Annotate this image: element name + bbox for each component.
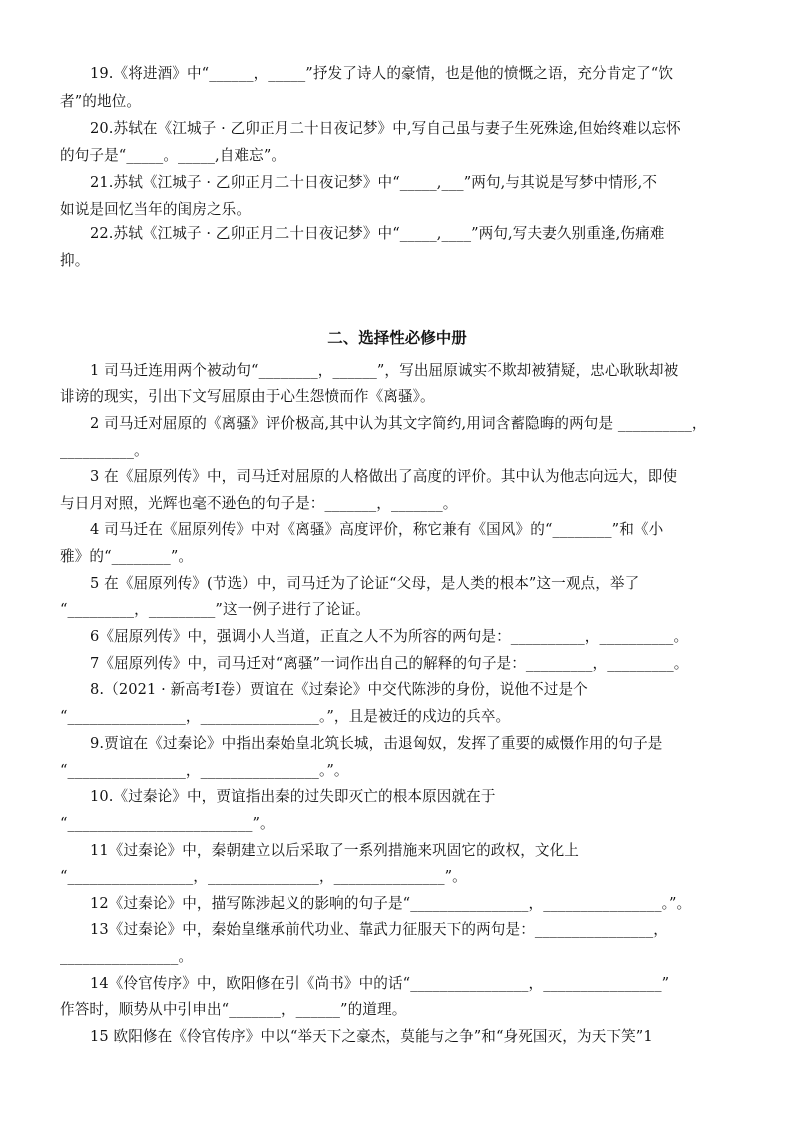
s2-question-14-line-2: 作答时，顺势从中引申出“_______，______”的道理。 [60, 1001, 407, 1018]
question-21-line-2: 如说是回忆当年的闺房之乐。 [60, 201, 252, 218]
s2-question-11-line-2: “_________________，_______________，_______________”。 [60, 868, 467, 885]
s2-question-12-line-1: 12《过秦论》中，描写陈涉起义的影响的句子是“________________，________________。”。 [90, 895, 692, 912]
s2-question-11-line-1: 11《过秦论》中，秦朝建立以后采取了一系列措施来巩固它的政权，文化上 [90, 842, 579, 859]
s2-question-3-line-1: 3 在《屈原列传》中，司马迁对屈原的人格做出了高度的评价。其中认为他志向远大，即使 [90, 468, 678, 485]
question-20-line-2: 的句子是“_____。_____,自难忘”。 [60, 147, 287, 164]
s2-question-2-line-1: 2 司马迁对屈原的《离骚》评价极高,其中认为其文字简约,用词含蓄隐晦的两句是 __________， [90, 415, 707, 432]
s2-question-14-line-1: 14《伶官传序》中，欧阳修在引《尚书》中的话“________________，________________” [90, 975, 670, 992]
s2-question-9-line-1: 9.贾谊在《过秦论》中指出秦始皇北筑长城，击退匈奴，发挥了重要的威慑作用的句子是 [90, 735, 663, 752]
s2-question-7-line-1: 7《屈原列传》中，司马迁对“离骚”一词作出自己的解释的句子是：_________，_________。 [90, 655, 689, 672]
question-22-line-2: 抑。 [60, 252, 90, 269]
question-19-line-1: 19.《将进酒》中“______，_____”抒发了诗人的豪情，也是他的愤慨之语，充分肯定了“饮 [90, 65, 674, 82]
s2-question-3-line-2: 与日月对照，光辉也毫不逊色的句子是：_______，_______。 [60, 495, 458, 512]
s2-question-9-line-2: “________________，________________。”。 [60, 762, 349, 779]
question-21-line-1: 21.苏轼《江城子 · 乙卯正月二十日夜记梦》中“_____,___”两句,与其说是写梦中情形,不 [90, 174, 658, 191]
s2-question-2-line-2: __________。 [60, 442, 149, 459]
s2-question-13-line-1: 13《过秦论》中，秦始皇继承前代功业、靠武力征服天下的两句是：________________， [90, 921, 668, 938]
s2-question-8-line-2: “________________，________________。”，且是被迁的戍边的兵卒。 [60, 708, 511, 725]
s2-question-10-line-2: “_________________________”。 [60, 815, 275, 832]
s2-question-4-line-1: 4 司马迁在《屈原列传》中对《离骚》高度评价，称它兼有《国风》的“________”和《小 [90, 521, 664, 538]
question-22-line-1: 22.苏轼《江城子 · 乙卯正月二十日夜记梦》中“_____,____”两句,写夫妻久别重逢,伤痛难 [90, 225, 665, 242]
s2-question-1-line-2: 诽谤的现实，引出下文写屈原由于心生怨愤而作《离骚》。 [60, 388, 435, 405]
s2-question-6-line-1: 6《屈原列传》中，强调小人当道，正直之人不为所容的两句是：__________，__________。 [90, 628, 689, 645]
s2-question-8-line-1: 8.（2021 · 新高考Ⅰ卷）贾谊在《过秦论》中交代陈涉的身份，说他不过是个 [90, 681, 588, 698]
s2-question-13-line-2: ________________。 [60, 948, 194, 965]
s2-question-5-line-1: 5 在《屈原列传》(节选）中，司马迁为了论证“父母，是人类的根本”这一观点，举了 [90, 575, 640, 592]
s2-question-4-line-2: 雅》的“________”。 [60, 548, 194, 565]
s2-question-10-line-1: 10.《过秦论》中，贾谊指出秦的过失即灭亡的根本原因就在于 [90, 788, 496, 805]
question-19-line-2: 者”的地位。 [60, 93, 142, 110]
s2-question-15-line-1: 15 欧阳修在《伶官传序》中以“举天下之豪杰，莫能与之争”和“身死国灭，为天下笑”1 [90, 1028, 653, 1045]
question-20-line-1: 20.苏轼在《江城子 · 乙卯正月二十日夜记梦》中,写自己虽与妻子生死殊途,但始终难以忘怀 [90, 120, 681, 137]
s2-question-1-line-1: 1 司马迁连用两个被动句“________，______”，写出屈原诚实不欺却被猜疑，忠心耿耿却被 [90, 362, 679, 379]
section-2-heading: 二、选择性必修中册 [327, 329, 467, 347]
s2-question-5-line-2: “_________，_________”这一例子进行了论证。 [60, 601, 370, 618]
